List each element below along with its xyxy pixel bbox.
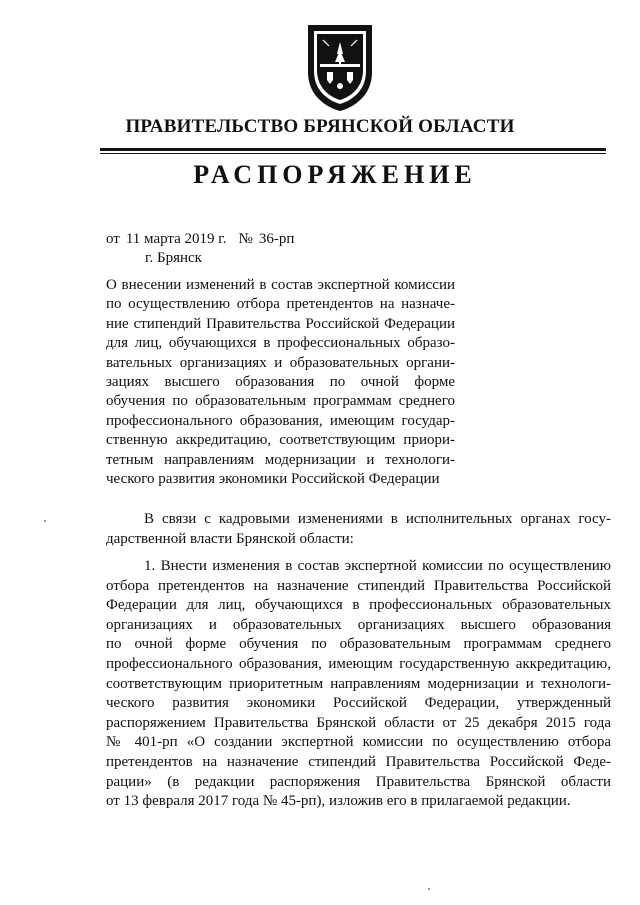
organization-title: ПРАВИТЕЛЬСТВО БРЯНСКОЙ ОБЛАСТИ [125, 116, 515, 137]
body-line: Федерации для лиц, обучающихся в профессиональных образовательных [106, 597, 611, 614]
document-type-title: РАСПОРЯЖЕНИЕ [193, 160, 477, 189]
date-prefix: от [106, 231, 120, 247]
body-line: рации» (в редакции распоряжения Правительства Брянской области [106, 773, 611, 790]
subject-line: вательных организациях и образовательных органи- [106, 354, 455, 371]
body-line: № 401-рп «О создании экспертной комиссии по осуществлению отбора [106, 734, 611, 751]
body-line: В связи с кадровыми изменениями в исполнительных органах госу- [144, 511, 611, 527]
subject-line: по осуществлению отбора претендентов на назначе- [106, 296, 455, 313]
body-line: организациях и образовательных организациях высшего образования [106, 616, 611, 633]
document-city: г. Брянск [145, 250, 202, 266]
body-line: дарственной власти Брянской области: [106, 530, 354, 547]
body-line: претендентов на назначение стипендий Правительства Российской Феде- [106, 753, 611, 770]
coat-of-arms-icon [303, 20, 377, 114]
body-line: профессионального образования, имеющим государственную аккредитацию, [106, 655, 611, 672]
preamble-paragraph [106, 510, 611, 549]
body-line: от 13 февраля 2017 года № 45-рп), изложив его в прилагаемой редакции. [106, 793, 571, 810]
subject-line: ческого развития экономики Российской Федерации [106, 471, 440, 488]
subject-line: ственную аккредитацию, соответствующим приори- [106, 432, 455, 449]
body-line: соответствующим приоритетным направлениям модернизации и технологи- [106, 675, 611, 692]
document-date-line [106, 229, 294, 249]
subject-line: ние стипендий Правительства Российской Федерации [106, 315, 455, 332]
subject-line: профессионального образования, имеющим государ- [106, 412, 455, 429]
document-number: 36-рп [258, 231, 295, 247]
scan-speck [44, 520, 46, 522]
subject-line: для лиц, обучающихся в профессиональных образо- [106, 335, 455, 352]
subject-line: О внесении изменений в состав экспертной комиссии [106, 277, 455, 293]
subject-line: обучения по образовательным программам среднего [106, 393, 455, 410]
header-rule-thick [100, 148, 606, 151]
subject-line: зациях высшего образования по очной форме [106, 374, 455, 391]
subject-line: тетным направлениям модернизации и технологи- [106, 451, 455, 468]
body-line: распоряжением Правительства Брянской области от 25 декабря 2015 года [106, 714, 611, 731]
body-line: ческого развития экономики Российской Федерации, утвержденный [106, 695, 611, 712]
scan-speck [428, 888, 430, 890]
subject-block [106, 276, 455, 489]
clause-1-paragraph [106, 557, 611, 812]
body-line: по очной форме обучения по образовательным программам среднего [106, 636, 611, 653]
document-date: 11 марта 2019 г. [125, 231, 227, 247]
body-line: 1. Внести изменения в состав экспертной комиссии по осуществлению [144, 558, 611, 574]
number-sign: № [238, 231, 253, 247]
header-rule-thin [100, 153, 606, 154]
body-line: отбора претендентов на назначение стипендий Правительства Российской [106, 577, 611, 594]
